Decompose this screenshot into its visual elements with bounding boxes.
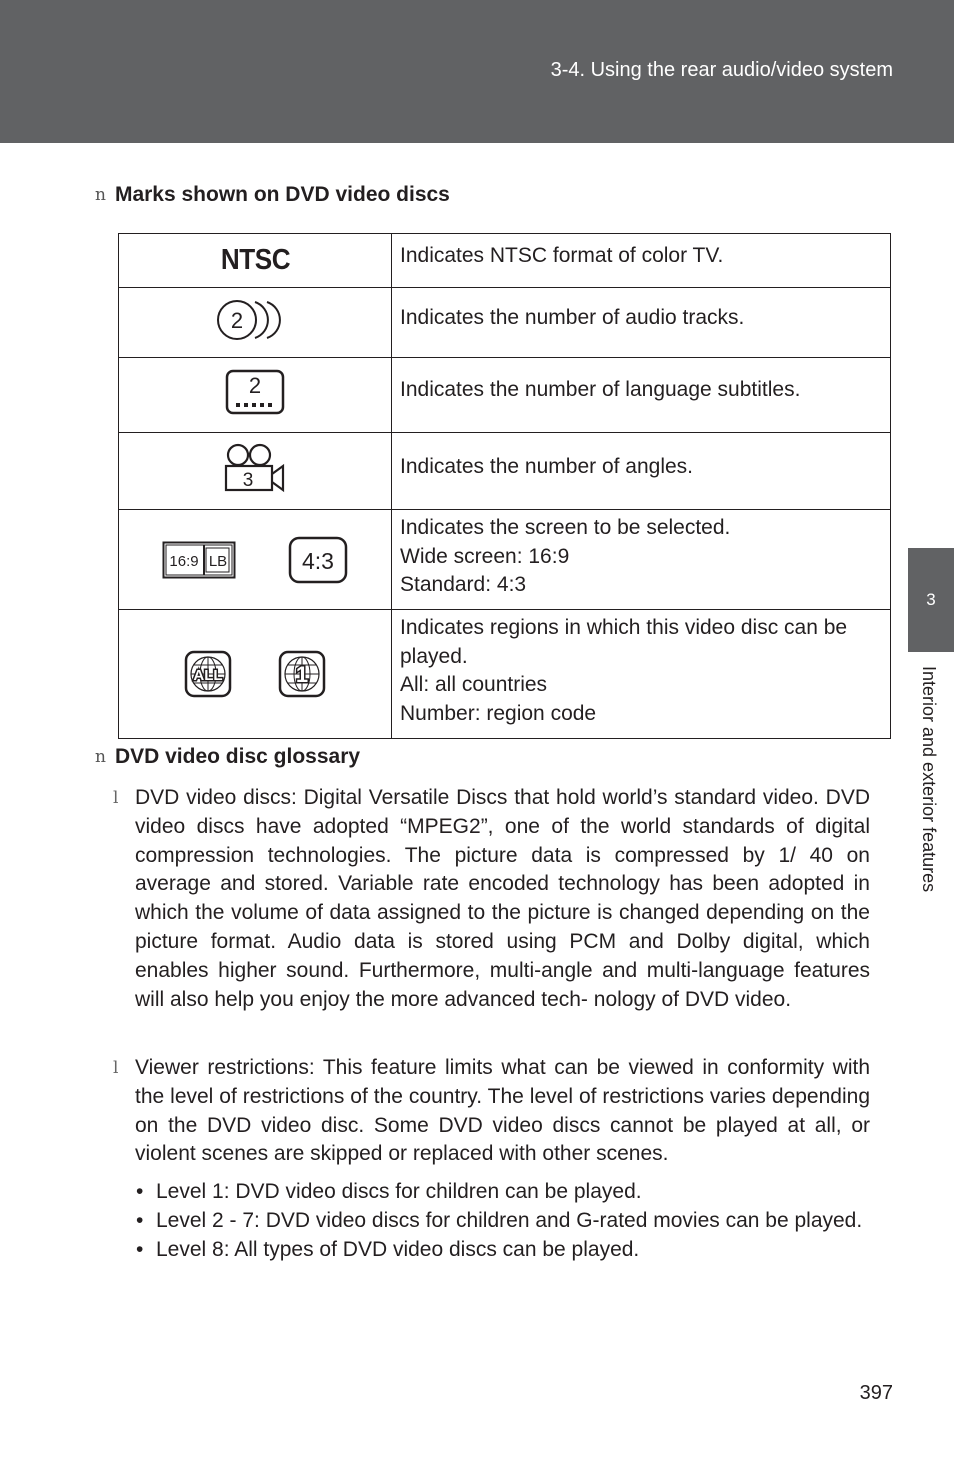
table-row <box>119 288 891 358</box>
table-row <box>119 510 891 610</box>
desc-cell <box>392 288 891 358</box>
region-code-icon <box>278 650 326 698</box>
audio-tracks-count: 2 <box>230 307 244 333</box>
icon-cell <box>119 234 392 288</box>
section-title-glossary: DVD video disc glossary <box>114 745 361 768</box>
desc-line: Indicates NTSC format of color TV. <box>400 244 724 267</box>
glossary-bullet: l <box>113 1058 119 1078</box>
section-heading-glossary <box>95 745 360 769</box>
region-all-label: ALL <box>193 667 223 684</box>
glossary-text: DVD video discs: Digital Versatile Discs that hold world’s standard video. DVD video discs have adopted “MPEG2”, one of the world standards of digital compression technologies. The picture data is compressed by 1/ 40 on average and stored. Variable rate encoded technology has been adopted in which the volume of data assigned to the picture is changed depending on the picture format. Audio data is stored using PCM and Dolby digital, which enables higher sound. Furthermore, multi-angle and multi-language features will also help you enjoy the more advanced tech- nology of DVD video. <box>135 786 870 1011</box>
desc-cell <box>392 433 891 510</box>
desc-line: Indicates the number of audio tracks. <box>400 306 745 329</box>
desc-line: All: all countries <box>400 673 548 696</box>
glossary-list <box>113 784 870 1014</box>
chapter-tab <box>908 548 954 652</box>
letterbox-label: LB <box>208 552 228 570</box>
glossary-bullet: l <box>113 788 119 808</box>
section-title-marks: Marks shown on DVD video discs <box>114 183 450 206</box>
desc-cell <box>392 610 891 739</box>
ntsc-mark: NTSC <box>220 244 290 276</box>
page-number: 397 <box>859 1382 893 1404</box>
camera-angles-icon <box>223 442 287 494</box>
icon-cell <box>119 288 392 358</box>
list-bullet: • <box>136 1180 144 1203</box>
page-header <box>0 0 954 143</box>
chapter-number: 3 <box>926 590 936 609</box>
desc-line: Indicates the screen to be selected. <box>400 516 731 539</box>
table-row <box>119 358 891 433</box>
desc-line: Standard: 4:3 <box>400 573 527 596</box>
list-item <box>136 1207 870 1236</box>
icon-cell <box>119 510 392 610</box>
audio-tracks-icon <box>215 296 295 344</box>
glossary-list <box>113 1054 870 1169</box>
desc-line: Wide screen: 16:9 <box>400 544 570 568</box>
desc-line: Indicates the number of language subtitles. <box>400 378 801 401</box>
angles-count: 3 <box>242 470 254 491</box>
region-all-icon <box>184 650 232 698</box>
glossary-item <box>113 784 870 1014</box>
subtitles-icon <box>224 368 286 416</box>
marks-table <box>118 233 891 739</box>
list-item <box>136 1178 870 1207</box>
level-text: Level 8: All types of DVD video discs can be played. <box>156 1237 640 1261</box>
widescreen-ratio: 16:9 <box>169 552 199 570</box>
desc-line: Number: region code <box>400 701 597 725</box>
desc-line: Indicates regions in which this video disc can be played. <box>400 616 848 668</box>
desc-cell <box>392 510 891 610</box>
table-row <box>119 433 891 510</box>
standard-ratio: 4:3 <box>302 547 334 574</box>
section-heading-marks <box>95 183 450 207</box>
chapter-title: Interior and exterior features <box>919 666 939 893</box>
widescreen-lb-icon <box>162 541 236 579</box>
standard-screen-icon <box>288 536 348 584</box>
level-text: Level 1: DVD video discs for children can be played. <box>156 1180 642 1203</box>
section-title: 3-4. Using the rear audio/video system <box>550 59 893 81</box>
region-code-number: 1 <box>295 662 309 687</box>
table-row <box>119 234 891 288</box>
glossary-item <box>113 1054 870 1169</box>
desc-line: Indicates the number of angles. <box>400 455 694 478</box>
desc-cell <box>392 234 891 288</box>
restriction-levels-list <box>136 1178 870 1264</box>
level-text: Level 2 - 7: DVD video discs for children and G-rated movies can be played. <box>156 1208 863 1232</box>
icon-cell <box>119 433 392 510</box>
desc-cell <box>392 358 891 433</box>
icon-cell <box>119 610 392 739</box>
subtitles-count: 2 <box>248 373 262 398</box>
table-row <box>119 610 891 739</box>
icon-cell <box>119 358 392 433</box>
list-bullet: • <box>136 1208 144 1232</box>
section-marker: n <box>95 185 106 205</box>
list-item <box>136 1236 870 1265</box>
list-bullet: • <box>136 1237 144 1261</box>
glossary-text: Viewer restrictions: This feature limits what can be viewed in conformity with the level of restrictions of the country. The level of restrictions varies depending on the DVD video disc. Some DVD video discs cannot be played at all, or violent scenes are skipped or replaced with other scenes. <box>135 1056 870 1166</box>
section-marker: n <box>95 747 106 767</box>
